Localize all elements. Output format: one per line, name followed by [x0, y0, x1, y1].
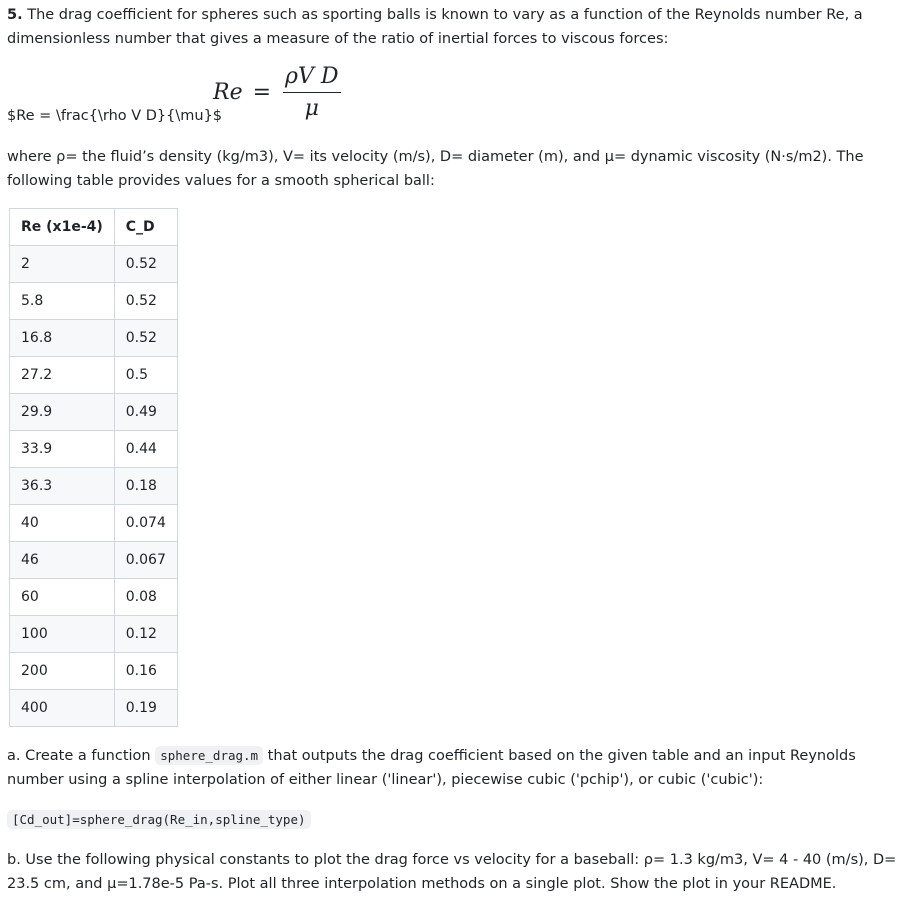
- cd-cell: 0.44: [114, 431, 177, 468]
- table-row: [10, 431, 178, 468]
- problem-number: 5.: [7, 7, 23, 23]
- re-cell: 5.8: [10, 283, 115, 320]
- table-row: [10, 653, 178, 690]
- intro-text: The drag coefficient for spheres such as sporting balls is known to vary as a function of the Reynolds number Re, a dimensionless number that gives a measure of the ratio of inertial forces to viscous forces:: [7, 7, 863, 47]
- formula-denominator: μ: [304, 95, 319, 121]
- table-row: [10, 690, 178, 727]
- re-cell: 400: [10, 690, 115, 727]
- cd-cell: 0.12: [114, 616, 177, 653]
- table-row: [10, 468, 178, 505]
- re-cell: 46: [10, 542, 115, 579]
- part-a-text-before: a. Create a function: [7, 748, 156, 764]
- re-cell: 60: [10, 579, 115, 616]
- re-cell: 2: [10, 246, 115, 283]
- column-header-cd: C_D: [114, 209, 177, 246]
- table-row: [10, 579, 178, 616]
- reynolds-formula: [213, 60, 342, 126]
- part-a-paragraph: [7, 744, 905, 792]
- re-cell: 29.9: [10, 394, 115, 431]
- table-row: [10, 246, 178, 283]
- cd-cell: 0.074: [114, 505, 177, 542]
- re-cell: 27.2: [10, 357, 115, 394]
- function-signature-code: [Cd_out]=sphere_drag(Re_in,spline_type): [7, 810, 311, 829]
- formula-fraction: [281, 62, 342, 125]
- table-header-row: [10, 209, 178, 246]
- cd-cell: 0.067: [114, 542, 177, 579]
- cd-cell: 0.49: [114, 394, 177, 431]
- problem-intro: [7, 3, 905, 51]
- definition-paragraph: where ρ= the fluid’s density (kg/m3), V= its velocity (m/s), D= diameter (m), and μ= dynamic viscosity (N·s/m2). The following table provides values for a smooth spherical ball:: [7, 149, 864, 189]
- table-row: [10, 283, 178, 320]
- cd-cell: 0.18: [114, 468, 177, 505]
- table-row: [10, 616, 178, 653]
- re-cell: 33.9: [10, 431, 115, 468]
- drag-coefficient-table: [9, 208, 178, 727]
- function-file-code: sphere_drag.m: [155, 746, 263, 765]
- part-a-text-after: that outputs the drag coefficient based on the given table and an input Reynolds number using a spline interpolation of either linear ('linear'), piecewise cubic ('pchip'), or cubic ('cubic'):: [7, 748, 856, 788]
- table-row: [10, 320, 178, 357]
- cd-cell: 0.08: [114, 579, 177, 616]
- cd-cell: 0.52: [114, 246, 177, 283]
- cd-cell: 0.16: [114, 653, 177, 690]
- re-cell: 16.8: [10, 320, 115, 357]
- formula-lhs: Re: [213, 80, 243, 105]
- table-row: [10, 394, 178, 431]
- column-header-re: Re (x1e-4): [10, 209, 115, 246]
- cd-cell: 0.52: [114, 320, 177, 357]
- re-cell: 36.3: [10, 468, 115, 505]
- latex-source: $Re = \frac{\rho V D}{\mu}$: [7, 108, 223, 124]
- re-cell: 100: [10, 616, 115, 653]
- cd-cell: 0.5: [114, 357, 177, 394]
- part-b-paragraph: b. Use the following physical constants to plot the drag force vs velocity for a baseball: ρ= 1.3 kg/m3, V= 4 - 40 (m/s), D= 23.5 cm, and μ=1.78e-5 Pa-s. Plot all three interpolation methods on a single plot. Show the plot in your README.: [7, 852, 897, 892]
- table-row: [10, 542, 178, 579]
- function-signature-block: [7, 808, 311, 832]
- formula-numerator: ρV D: [285, 63, 339, 89]
- equation-block: [7, 60, 907, 130]
- re-cell: 40: [10, 505, 115, 542]
- cd-cell: 0.52: [114, 283, 177, 320]
- table-row: [10, 357, 178, 394]
- formula-equals: =: [252, 80, 272, 105]
- table-row: [10, 505, 178, 542]
- re-cell: 200: [10, 653, 115, 690]
- cd-cell: 0.19: [114, 690, 177, 727]
